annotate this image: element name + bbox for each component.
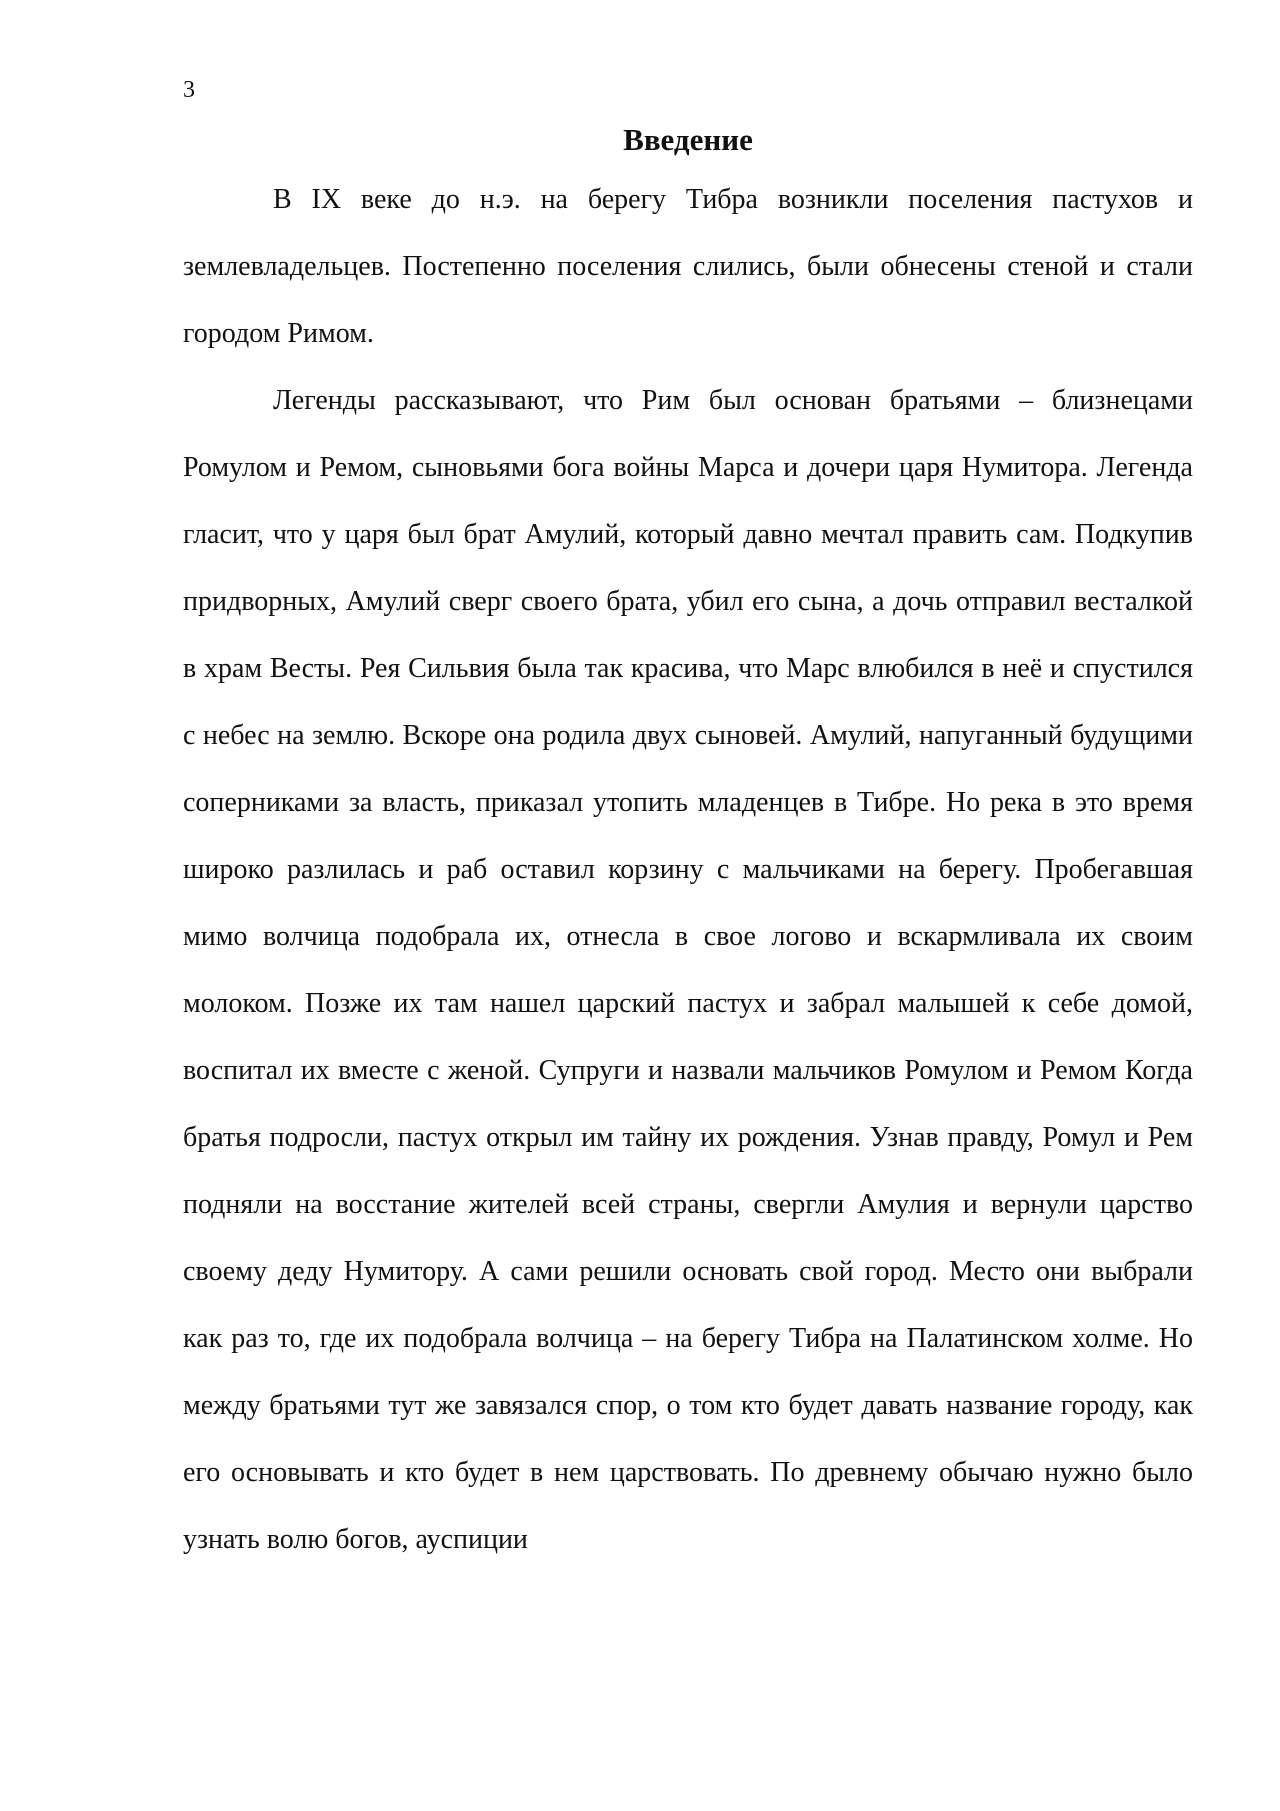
paragraph-introduction: В IX веке до н.э. на берегу Тибра возникли поселения пастухов и землевладельцев. Постепенно поселения слились, были обнесены стеной и стали городом Римом.	[183, 184, 1193, 349]
page-number: 3	[183, 77, 195, 103]
document-body	[183, 166, 1193, 1573]
page-title: Введение	[623, 122, 753, 157]
paragraph-legend: Легенды рассказывают, что Рим был основан братьями – близнецами Ромулом и Ремом, сыновьями бога войны Марса и дочери царя Нумитора. Легенда гласит, что у царя был брат Амулий, который давно мечтал править сам. Подкупив придворных, Амулий сверг своего брата, убил его сына, а дочь отправил весталкой в храм Весты. Рея Сильвия была так красива, что Марс влюбился в неё и спустился с небес на землю. Вскоре она родила двух сыновей. Амулий, напуганный будущими соперниками за власть, приказал утопить младенцев в Тибре. Но река в это время широко разлилась и раб оставил корзину с мальчиками на берегу. Пробегавшая мимо волчица подобрала их, отнесла в свое логово и вскармливала их своим молоком. Позже их там нашел царский пастух и забрал малышей к себе домой, воспитал их вместе с женой. Супруги и назвали мальчиков Ромулом и Ремом Когда братья подросли, пастух открыл им тайну их рождения. Узнав правду, Ромул и Рем подняли на восстание жителей всей страны, свергли Амулия и вернули царство своему деду Нумитору. А сами решили основать свой город. Место они выбрали как раз то, где их подобрала волчица – на берегу Тибра на Палатинском холме. Но между братьями тут же завязался спор, о том кто будет давать название городу, как его основывать и кто будет в нем царствовать. По древнему обычаю нужно было узнать волю богов, ауспиции	[183, 385, 1193, 1555]
